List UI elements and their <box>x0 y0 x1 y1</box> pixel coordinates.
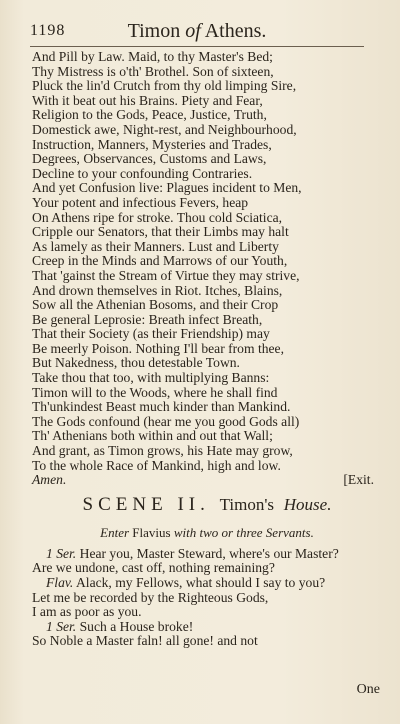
verse-line: Domestick awe, Night-rest, and Neighbourhood, <box>32 121 297 137</box>
speech: Such a House broke! <box>79 618 194 634</box>
header-rule <box>30 46 364 47</box>
title-place: Athens. <box>204 20 267 42</box>
verse-line: Religion to the Gods, Peace, Justice, Truth, <box>32 107 267 123</box>
verse-line: And drown themselves in Riot. Itches, Blains, <box>32 282 283 298</box>
verse-line: Thy Mistress is o'th' Brothel. Son of sixteen, <box>32 63 274 79</box>
dialogue-line <box>32 634 382 649</box>
verse-line: Be general Leprosie: Breath infect Breath, <box>32 311 263 327</box>
exit-direction: [Exit. <box>343 472 374 488</box>
dialogue-line <box>32 591 382 606</box>
verse-line: With it beat out his Brains. Piety and Fear, <box>32 92 263 108</box>
dialogue-line <box>32 620 382 635</box>
verse-line: Degrees, Observances, Customs and Laws, <box>32 151 267 167</box>
scene-where: House. <box>283 494 332 514</box>
stage-direction <box>32 526 382 541</box>
speech: So Noble a Master faln! all gone! and not <box>32 633 258 649</box>
speech: Hear you, Master Steward, where's our Master? <box>79 545 339 561</box>
verse-line: Be meerly Poison. Nothing I'll bear from thee, <box>32 340 284 356</box>
verse-line: The Gods confound (hear me you good Gods all) <box>32 413 300 429</box>
verse-line: Sow all the Athenian Bosoms, and their Crop <box>32 297 279 313</box>
scene-label: SCENE II. <box>82 493 210 515</box>
speaker: 1 Ser. <box>46 545 77 561</box>
speaker: 1 Ser. <box>46 618 77 634</box>
page-number: 1198 <box>30 22 66 39</box>
verse-line: To the whole Race of Mankind, high and low. <box>32 457 281 473</box>
text-body <box>32 50 382 649</box>
speaker: Flav. <box>46 575 74 590</box>
title-of: of <box>185 20 201 42</box>
verse-line: Pluck the lin'd Crutch from thy old limping Sire, <box>32 78 297 94</box>
verse-line: Your potent and infectious Fevers, heap <box>32 194 249 210</box>
speech: Alack, my Fellows, what should I say to you? <box>75 575 326 590</box>
verse-line: Creep in the Minds and Marrows of our Youth, <box>32 253 288 269</box>
verse-line: Decline to your confounding Contraries. <box>32 165 253 181</box>
dialogue-line <box>32 547 382 562</box>
dialogue-line <box>32 561 382 576</box>
dialogue-block <box>32 547 382 649</box>
verse-line: Take thou that too, with multiplying Banns: <box>32 370 270 386</box>
scene-who: Timon's <box>219 494 275 514</box>
verse-block <box>32 50 382 488</box>
verse-line: That 'gainst the Stream of Virtue they may strive, <box>32 267 300 283</box>
verse-line: And grant, as Timon grows, his Hate may grow, <box>32 443 293 459</box>
verse-line: And Pill by Law. Maid, to thy Master's Bed; <box>32 49 273 64</box>
speech: I am as poor as you. <box>32 604 142 620</box>
verse-line: As lamely as their Manners. Lust and Liberty <box>32 238 279 254</box>
verse-line: Cripple our Senators, that their Limbs may halt <box>32 224 289 240</box>
verse-line: That their Society (as their Friendship) may <box>32 326 270 342</box>
enter-rest: with two or three Servants. <box>173 524 314 540</box>
speech: Let me be recorded by the Righteous Gods, <box>32 589 269 605</box>
verse-line: Th'unkindest Beast much kinder than Mankind. <box>32 399 291 415</box>
verse-line: But Nakedness, thou detestable Town. <box>32 355 240 371</box>
verse-line: Th' Athenians both within and out that Wall; <box>32 428 273 444</box>
running-title <box>30 20 364 43</box>
verse-line: On Athens ripe for stroke. Thou cold Sciatica, <box>32 209 283 225</box>
dialogue-line <box>32 576 382 591</box>
enter-word: Enter <box>100 524 130 540</box>
dialogue-line <box>32 605 382 620</box>
running-header <box>30 14 364 42</box>
scene-heading <box>32 493 382 522</box>
closing-line <box>32 473 382 488</box>
speech: Are we undone, cast off, nothing remaining? <box>32 560 275 576</box>
character-name: Flavius <box>132 524 171 540</box>
verse-line: And yet Confusion live: Plagues incident to Men, <box>32 180 302 196</box>
verse-line: Timon will to the Woods, where he shall find <box>32 384 278 400</box>
title-main: Timon <box>127 20 181 42</box>
verse-line: Instruction, Manners, Mysteries and Trades, <box>32 136 272 152</box>
catchword: One <box>356 682 380 697</box>
amen-text: Amen. <box>32 472 67 488</box>
